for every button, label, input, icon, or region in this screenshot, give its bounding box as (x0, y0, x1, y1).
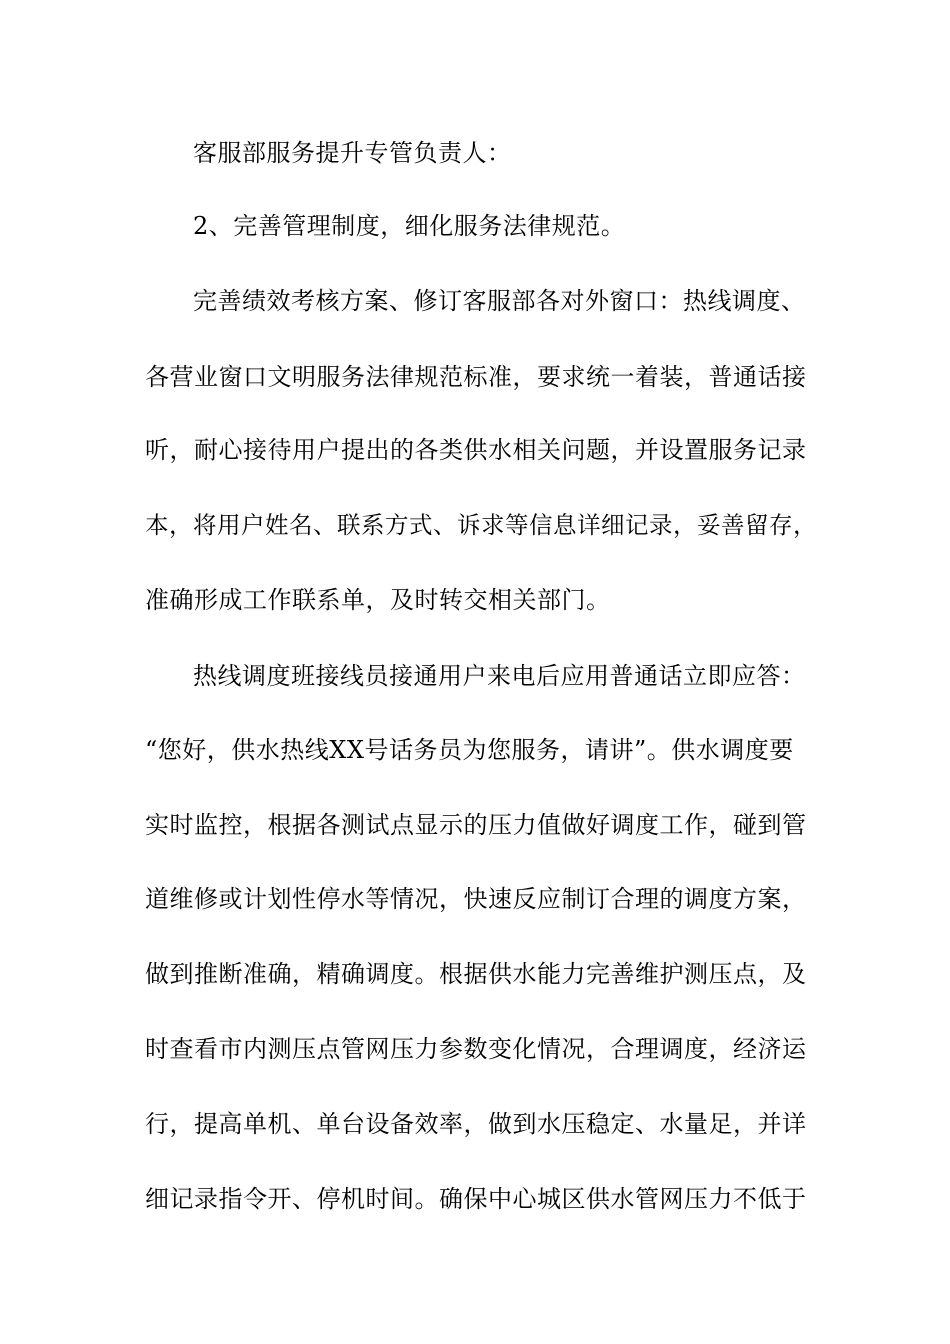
text-line-7: 准确形成工作联系单，及时转交相关部门。 (145, 586, 611, 614)
text-line-8: 热线调度班接线员接通用户来电后应用普通话立即应答： (193, 662, 806, 690)
text-line-4: 各营业窗口文明服务法律规范标准，要求统一着装，普通话接 (145, 363, 807, 391)
text-line-1: 客服部服务提升专管负责人： (193, 139, 512, 167)
text-line-14: 行，提高单机、单台设备效率，做到水压稳定、水量足，并详 (145, 1110, 807, 1138)
text-line-3: 完善绩效考核方案、修订客服部各对外窗口：热线调度、 (193, 287, 806, 315)
text-line-11: 道维修或计划性停水等情况，快速反应制订合理的调度方案， (145, 885, 807, 913)
text-line-5: 听，耐心接待用户提出的各类供水相关问题，并设置服务记录 (145, 436, 807, 464)
text-line-2: 2、完善管理制度，细化服务法律规范。 (193, 212, 626, 240)
text-line-15: 细记录指令开、停机时间。确保中心城区供水管网压力不低于 (145, 1185, 807, 1213)
text-line-13: 时查看市内测压点管网压力参数变化情况，合理调度，经济运 (145, 1035, 807, 1063)
text-line-10: 实时监控，根据各测试点显示的压力值做好调度工作，碰到管 (145, 811, 807, 839)
text-line-6: 本，将用户姓名、联系方式、诉求等信息详细记录，妥善留存， (145, 511, 817, 539)
text-line-12: 做到推断准确，精确调度。根据供水能力完善维护测压点，及 (145, 960, 807, 988)
text-line-9: “您好，供水热线XX号话务员为您服务，请讲”。供水调度要 (145, 736, 794, 764)
